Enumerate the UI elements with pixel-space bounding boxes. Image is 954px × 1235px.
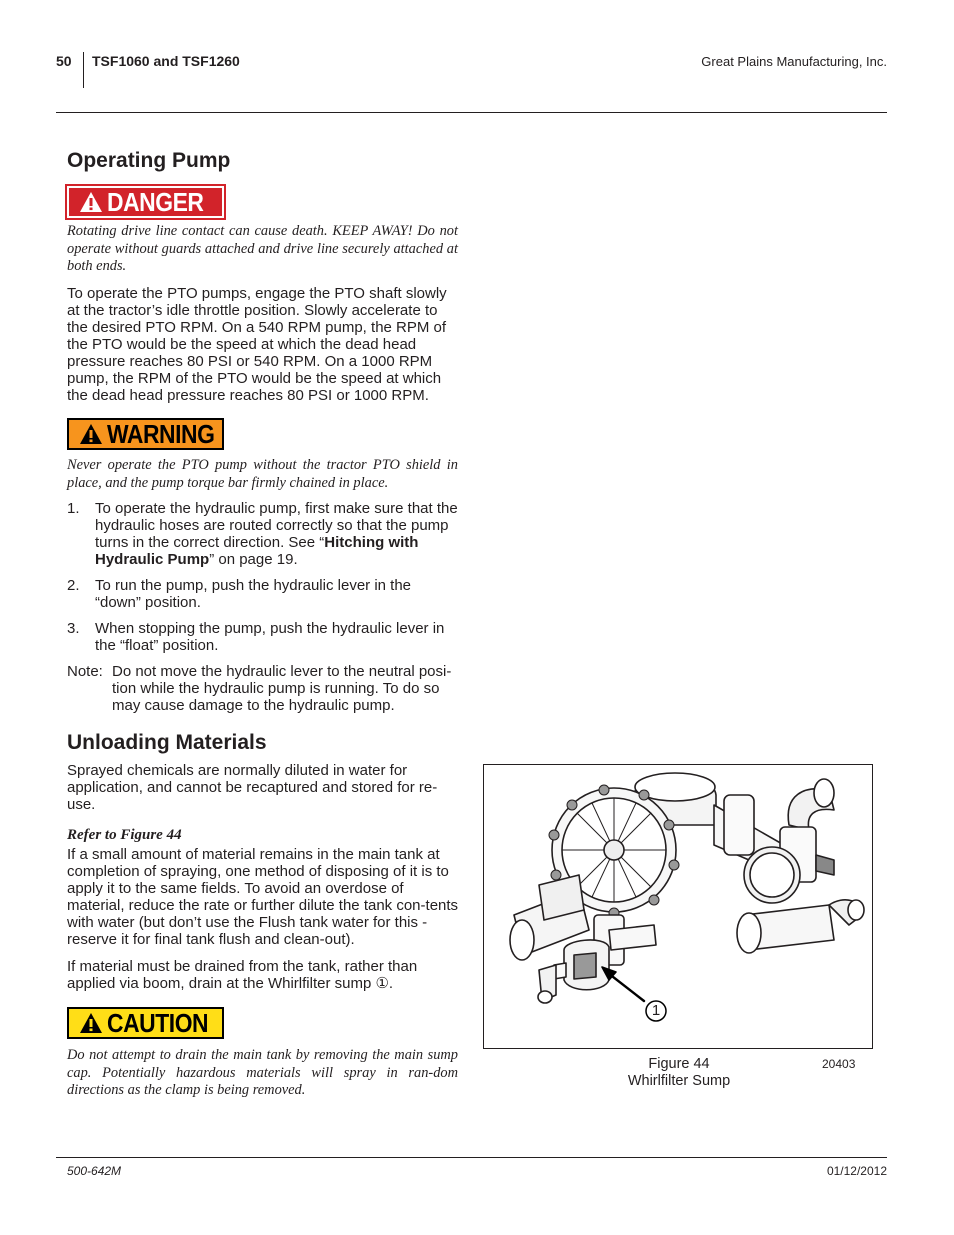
warning-badge xyxy=(67,418,224,450)
figure-44-frame xyxy=(483,764,873,1049)
hazard-triangle-icon xyxy=(79,423,103,445)
drain-paragraph: If material must be drained from the tank, rather than applied via boom, drain at the Whirlfilter sump ①. xyxy=(67,958,418,992)
danger-badge xyxy=(67,186,224,218)
step-text: To run the pump, push the hydraulic lever in the “down” position. xyxy=(95,577,412,611)
disposal-paragraph: If a small amount of material remains in the main tank at completion of spraying, one method of disposing of it is to apply it to the same fields. To avoid an overdose of material, reduce the rate or further dilute the tank con-tents with water (but don’t use the Flush tank water for this - reserve it for final tank flush and clean-out). xyxy=(67,846,459,948)
figure-image-number: 20403 xyxy=(822,1057,856,1071)
step-text: When stopping the pump, push the hydraulic lever in the “float” position. xyxy=(95,620,445,654)
caution-badge xyxy=(67,1007,224,1039)
step-text: To operate the hydraulic pump, first make sure that the hydraulic hoses are routed correctly so that the pump turns in the correct direction. See “Hitching with Hydraulic Pump” on page 19. xyxy=(95,500,458,568)
whirlfilter-sump-illustration xyxy=(484,765,872,1048)
company-name: Great Plains Manufacturing, Inc. xyxy=(701,54,887,69)
step-number: 2. xyxy=(67,577,80,594)
warning-label: WARNING xyxy=(107,418,215,449)
note-text: Do not move the hydraulic lever to the neutral posi-tion while the hydraulic pump is running. To do so may cause damage to the hydraulic pump. xyxy=(112,663,452,714)
note-label: Note: xyxy=(67,663,103,680)
document-title: TSF1060 and TSF1260 xyxy=(92,53,240,69)
danger-text: Rotating drive line contact can cause death. KEEP AWAY! Do not operate without guards attached and drive line securely attached at both ends. xyxy=(67,223,458,274)
step-number: 3. xyxy=(67,620,80,637)
header-divider xyxy=(83,52,84,88)
dilution-paragraph: Sprayed chemicals are normally diluted in water for application, and cannot be recaptured and stored for re-use. xyxy=(67,762,438,813)
publication-date: 01/12/2012 xyxy=(826,1164,887,1178)
pto-operation-paragraph: To operate the PTO pumps, engage the PTO shaft slowly at the tractor’s idle throttle position. Slowly accelerate to the desired PTO RPM. On a 540 RPM pump, the RPM of the PTO would be the speed at which the dead head pressure reaches 80 PSI or 540 RPM. On a 1000 RPM pump, the RPM of the PTO would be the speed at which the dead head pressure reaches 80 PSI or 1000 RPM. xyxy=(67,285,447,404)
cross-reference-link[interactable]: Hitching with Hydraulic Pump xyxy=(95,534,419,568)
header-rule xyxy=(56,112,887,113)
figure-callout-1: 1 xyxy=(651,1002,661,1019)
page-number: 50 xyxy=(56,53,72,69)
hazard-triangle-icon xyxy=(79,191,103,213)
hazard-triangle-icon xyxy=(79,1012,103,1034)
figure-caption-number: Figure 44 xyxy=(648,1056,710,1072)
warning-text: Never operate the PTO pump without the tractor PTO shield in place, and the pump torque bar firmly chained in place. xyxy=(67,457,458,491)
danger-label: DANGER xyxy=(107,186,204,217)
caution-text: Do not attempt to drain the main tank by removing the main sump cap. Potentially hazardous materials will spray in ran-dom directions as the clamp is being removed. xyxy=(67,1047,458,1098)
footer-rule xyxy=(56,1157,887,1158)
part-number: 500-642M xyxy=(67,1164,122,1178)
figure-caption-title: Whirlfilter Sump xyxy=(627,1073,731,1089)
step-number: 1. xyxy=(67,500,80,517)
section-heading-operating-pump: Operating Pump xyxy=(67,149,231,172)
caution-label: CAUTION xyxy=(107,1007,209,1038)
section-heading-unloading-materials: Unloading Materials xyxy=(67,731,267,754)
figure-reference[interactable]: Refer to Figure 44 xyxy=(67,827,182,843)
